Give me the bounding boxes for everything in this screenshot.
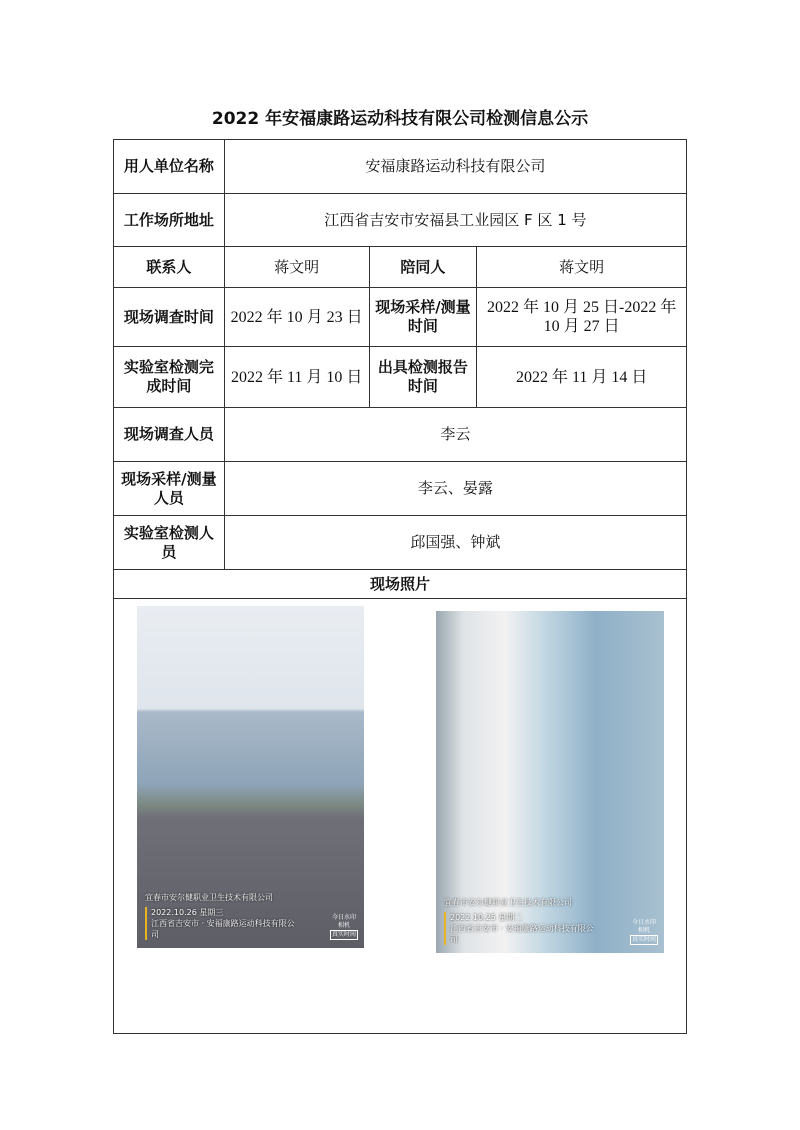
- report-time-label: 出具检测报告时间: [369, 347, 477, 408]
- sampler-label: 现场采样/测量人员: [114, 462, 225, 516]
- photos-header: 现场照片: [114, 570, 687, 599]
- sampler-value: 李云、晏露: [224, 462, 686, 516]
- companion-label: 陪同人: [369, 247, 477, 288]
- surveyor-label: 现场调查人员: [114, 408, 225, 462]
- surveyor-value: 李云: [224, 408, 686, 462]
- watermark-stamp: 今日水印 相机 真实时间: [631, 919, 656, 943]
- address-label: 工作场所地址: [114, 194, 225, 247]
- lab-done-value: 2022 年 11 月 10 日: [224, 347, 369, 408]
- sampling-time-label: 现场采样/测量时间: [369, 288, 477, 347]
- watermark-location: 江西省吉安市 · 安福康路运动科技有限公司: [151, 919, 295, 939]
- photo-watermark: [145, 892, 301, 940]
- watermark-stamp: 今日水印 相机 真实时间: [331, 914, 356, 938]
- site-photo-exterior: [137, 606, 364, 948]
- companion-value: 蒋文明: [477, 247, 687, 288]
- lab-done-label: 实验室检测完成时间: [114, 347, 225, 408]
- watermark-location: 江西省吉安市 · 安福康路运动科技有限公司: [450, 924, 594, 944]
- photo-watermark: [444, 897, 600, 945]
- watermark-company: 宜春市安尔健职业卫生技术有限公司: [145, 893, 273, 902]
- sampling-time-value: 2022 年 10 月 25 日-2022 年 10 月 27 日: [477, 288, 687, 347]
- employer-value: 安福康路运动科技有限公司: [224, 140, 686, 194]
- page-title: 2022 年安福康路运动科技有限公司检测信息公示: [211, 109, 589, 129]
- watermark-date: 2022.10.26 星期三: [151, 908, 224, 917]
- watermark-date: 2022.10.25 星期二: [450, 913, 523, 922]
- watermark-company: 宜春市安尔健职业卫生技术有限公司: [444, 898, 572, 907]
- lab-staff-label: 实验室检测人员: [114, 516, 225, 570]
- contact-value: 蒋文明: [224, 247, 369, 288]
- survey-time-value: 2022 年 10 月 23 日: [224, 288, 369, 347]
- survey-time-label: 现场调查时间: [114, 288, 225, 347]
- employer-label: 用人单位名称: [114, 140, 225, 194]
- report-time-value: 2022 年 11 月 14 日: [477, 347, 687, 408]
- site-photo-sampling: [436, 611, 664, 953]
- address-value: 江西省吉安市安福县工业园区 F 区 1 号: [224, 194, 686, 247]
- lab-staff-value: 邱国强、钟斌: [224, 516, 686, 570]
- contact-label: 联系人: [114, 247, 225, 288]
